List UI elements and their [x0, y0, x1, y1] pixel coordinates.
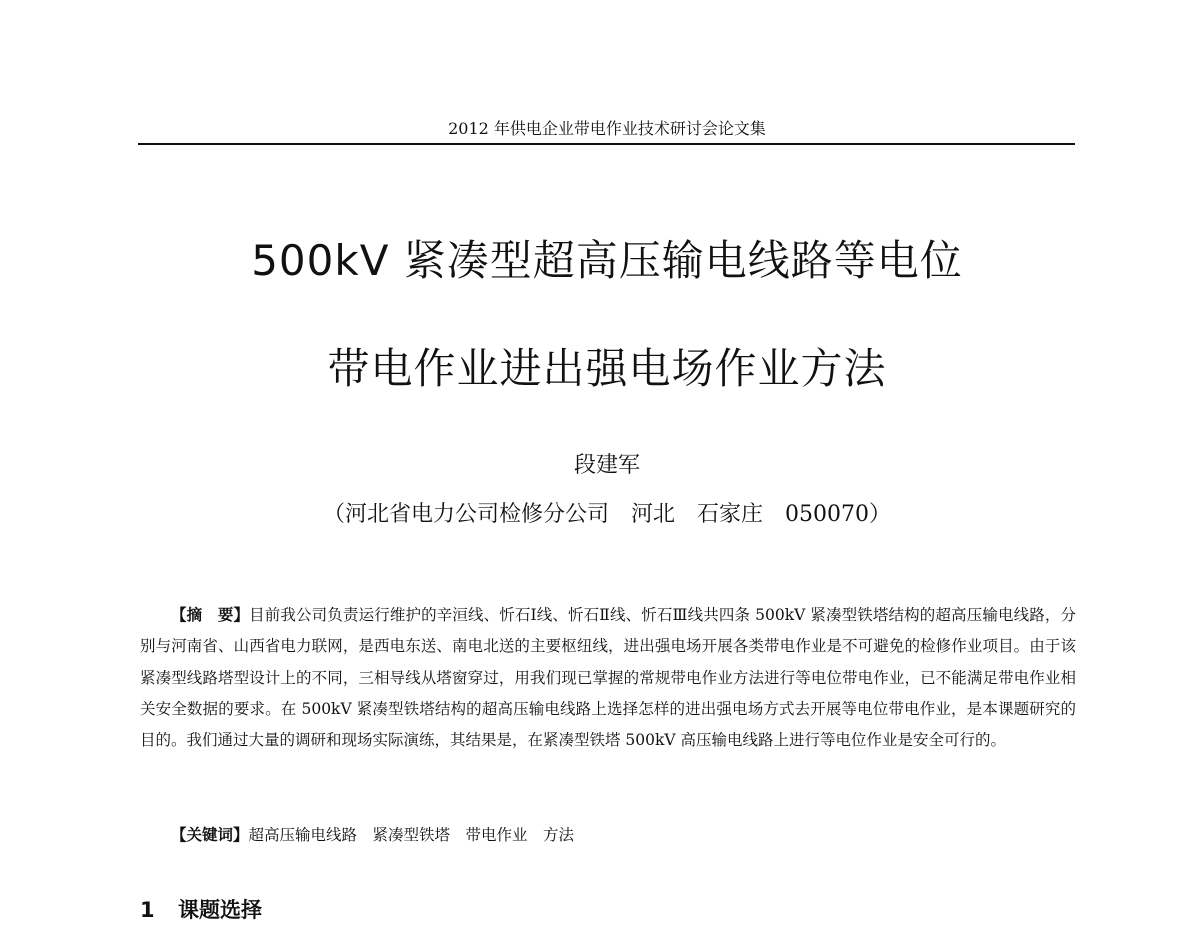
header-rule — [138, 143, 1075, 145]
author-affiliation: （河北省电力公司检修分公司 河北 石家庄 050070） — [323, 502, 891, 527]
keywords-label: 【关键词】 — [171, 825, 249, 844]
paper-title-line-1: 500kV 紧凑型超高压输电线路等电位 — [251, 236, 963, 285]
abstract-text: 目前我公司负责运行维护的辛洹线、忻石Ⅰ线、忻石Ⅱ线、忻石Ⅲ线共四条 500kV 紧凑型铁塔结构的超高压输电线路，分别与河南省、山西省电力联网，是西电东送、南电北送的主要枢纽线，进出强电场开展各类带电作业是不可避免的检修作业项目。由于该紧凑型线路塔型设计上的不同，三相导线从塔窗穿过，用我们现已掌握的常规带电作业方法进行等电位带电作业，已不能满足带电作业相关安全数据的要求。在 500kV 紧凑型铁塔结构的超高压输电线路上选择怎样的进出强电场方式去开展等电位带电作业，是本课题研究的目的。我们通过大量的调研和现场实际演练，其结果是，在紧凑型铁塔 500kV 高压输电线路上进行等电位作业是安全可行的。 — [140, 606, 1076, 750]
keywords-paragraph — [140, 819, 1076, 851]
paper-title-line-2: 带电作业进出强电场作业方法 — [327, 344, 887, 393]
section-number: 1 — [140, 898, 155, 922]
keywords-text: 超高压输电线路 紧凑型铁塔 带电作业 方法 — [248, 826, 575, 844]
abstract-paragraph — [140, 599, 1076, 756]
author-name: 段建军 — [573, 453, 640, 478]
section-title: 课题选择 — [178, 898, 262, 922]
running-header: 2012 年供电企业带电作业技术研讨会论文集 — [448, 119, 766, 138]
section-heading-1 — [140, 894, 262, 924]
abstract-label: 【摘 要】 — [171, 605, 250, 624]
